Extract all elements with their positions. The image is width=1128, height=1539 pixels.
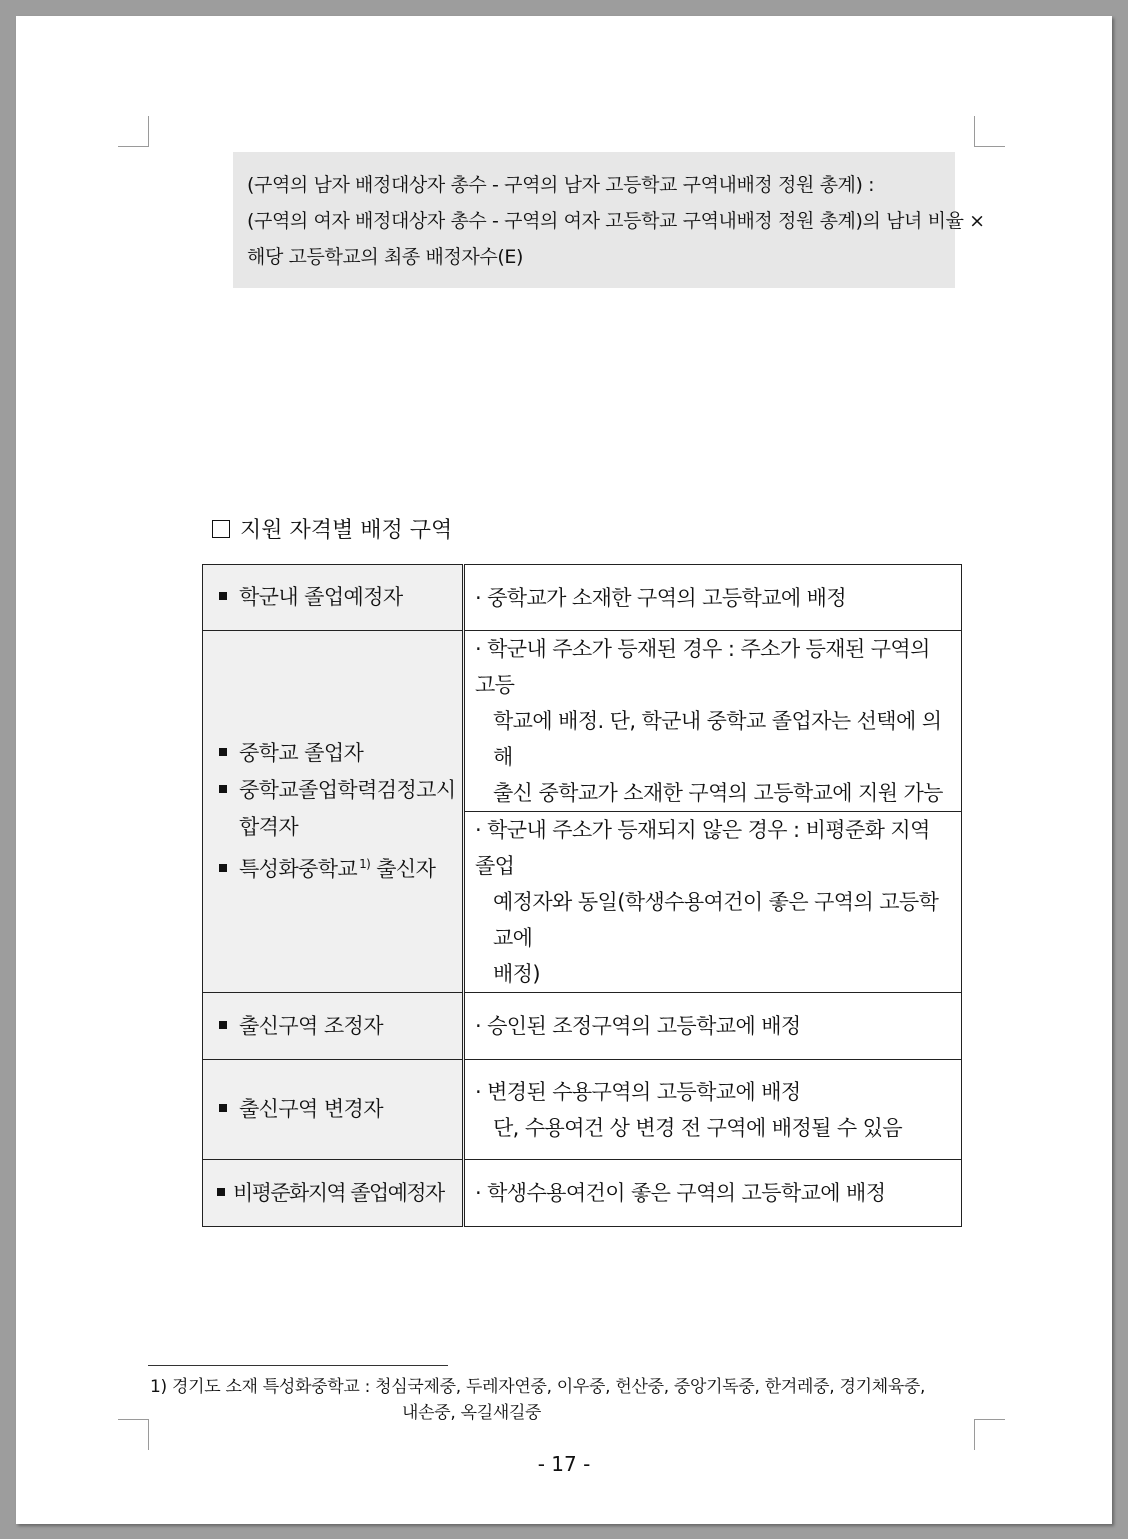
row-label: 출신자 [376, 857, 436, 881]
document-page [16, 16, 1112, 1524]
table-row [203, 631, 962, 812]
dot-bullet-icon: · [475, 585, 482, 610]
table-desc-cell [464, 631, 962, 812]
section-title: 지원 자격별 배정 구역 [240, 518, 453, 543]
crop-mark-bottom-left [118, 1419, 149, 1450]
row-label: 학군내 졸업예정자 [239, 585, 403, 609]
crop-mark-bottom-right [974, 1419, 1005, 1450]
formula-box [233, 152, 985, 288]
footnote-ref: 1) [359, 857, 371, 871]
desc-line: 예정자와 동일(학생수용여건이 좋은 구역의 고등학교에 [493, 890, 939, 950]
dot-bullet-icon: · [475, 1181, 482, 1205]
table-desc-cell [464, 812, 962, 993]
table-desc-cell [464, 993, 962, 1060]
formula-line-1: (구역의 남자 배정대상자 총수 - 구역의 남자 고등학교 구역내배정 정원 총계) : [247, 174, 875, 196]
table-label-cell [203, 993, 464, 1060]
row-label: 출신구역 조정자 [239, 1013, 383, 1038]
table-row [203, 1060, 962, 1160]
formula-line-3: 해당 고등학교의 최종 배정자수(E) [247, 246, 523, 268]
square-bullet-icon [219, 1021, 227, 1029]
table-label-cell [203, 1160, 464, 1227]
row-label: 중학교졸업학력검정고시 [239, 778, 456, 802]
desc-line: 단, 수용여건 상 변경 전 구역에 배정될 수 있음 [493, 1115, 903, 1140]
table-desc-cell [464, 1160, 962, 1227]
dot-bullet-icon: · [475, 818, 482, 842]
footnote-text: 경기도 소재 특성화중학교 : 청심국제중, 두레자연중, 이우중, 헌산중, 중앙기독중, 한겨레중, 경기체육중, [171, 1377, 926, 1397]
row-label: 특성화중학교 [239, 857, 358, 881]
footnote [150, 1374, 925, 1426]
row-label: 중학교 졸업자 [239, 741, 364, 765]
crop-mark-top-left [118, 116, 149, 147]
desc-line: 변경된 수용구역의 고등학교에 배정 [487, 1079, 801, 1104]
square-bullet-icon [219, 592, 227, 600]
desc-line: 배정) [493, 962, 540, 986]
table-label-cell [203, 1060, 464, 1160]
row-label: 비평준화지역 졸업예정자 [233, 1180, 444, 1205]
desc-line: 출신 중학교가 소재한 구역의 고등학교에 지원 가능 [493, 781, 943, 805]
table-row [203, 565, 962, 631]
row-label: 출신구역 변경자 [239, 1097, 383, 1121]
desc-line: 학군내 주소가 등재되지 않은 경우 : 비평준화 지역 졸업 [475, 818, 930, 878]
row-desc: 중학교가 소재한 구역의 고등학교에 배정 [487, 585, 847, 610]
dot-bullet-icon: · [475, 1014, 482, 1038]
row-desc: 학생수용여건이 좋은 구역의 고등학교에 배정 [487, 1181, 886, 1205]
section-heading [212, 514, 452, 548]
table-desc-cell [464, 1060, 962, 1160]
dot-bullet-icon: · [475, 637, 482, 661]
formula-line-2: (구역의 여자 배정대상자 총수 - 구역의 여자 고등학교 구역내배정 정원 총계)의 남녀 비율 × [247, 210, 985, 232]
page-number: - 17 - [537, 1452, 591, 1476]
crop-mark-top-right [974, 116, 1005, 147]
square-bullet-icon [219, 785, 227, 793]
table-row [203, 993, 962, 1060]
square-bullet-icon [219, 748, 227, 756]
desc-line: 학군내 주소가 등재된 경우 : 주소가 등재된 구역의 고등 [475, 637, 930, 697]
table-row [203, 1160, 962, 1227]
footnote-marker: 1) [150, 1377, 167, 1397]
footnote-text-continued: 내손중, 옥길새길중 [402, 1403, 542, 1423]
row-desc: 승인된 조정구역의 고등학교에 배정 [487, 1014, 801, 1038]
table-label-cell [203, 631, 464, 993]
square-bullet-icon [219, 1104, 227, 1112]
row-label: 합격자 [239, 815, 299, 839]
footnote-separator [148, 1365, 448, 1366]
allocation-table [202, 564, 962, 1227]
checkbox-square-icon [212, 520, 230, 538]
dot-bullet-icon: · [475, 1079, 482, 1104]
square-bullet-icon [219, 864, 227, 872]
table-label-cell [203, 565, 464, 631]
desc-line: 학교에 배정. 단, 학군내 중학교 졸업자는 선택에 의해 [493, 709, 942, 769]
square-bullet-icon [217, 1188, 225, 1196]
table-desc-cell [464, 565, 962, 631]
